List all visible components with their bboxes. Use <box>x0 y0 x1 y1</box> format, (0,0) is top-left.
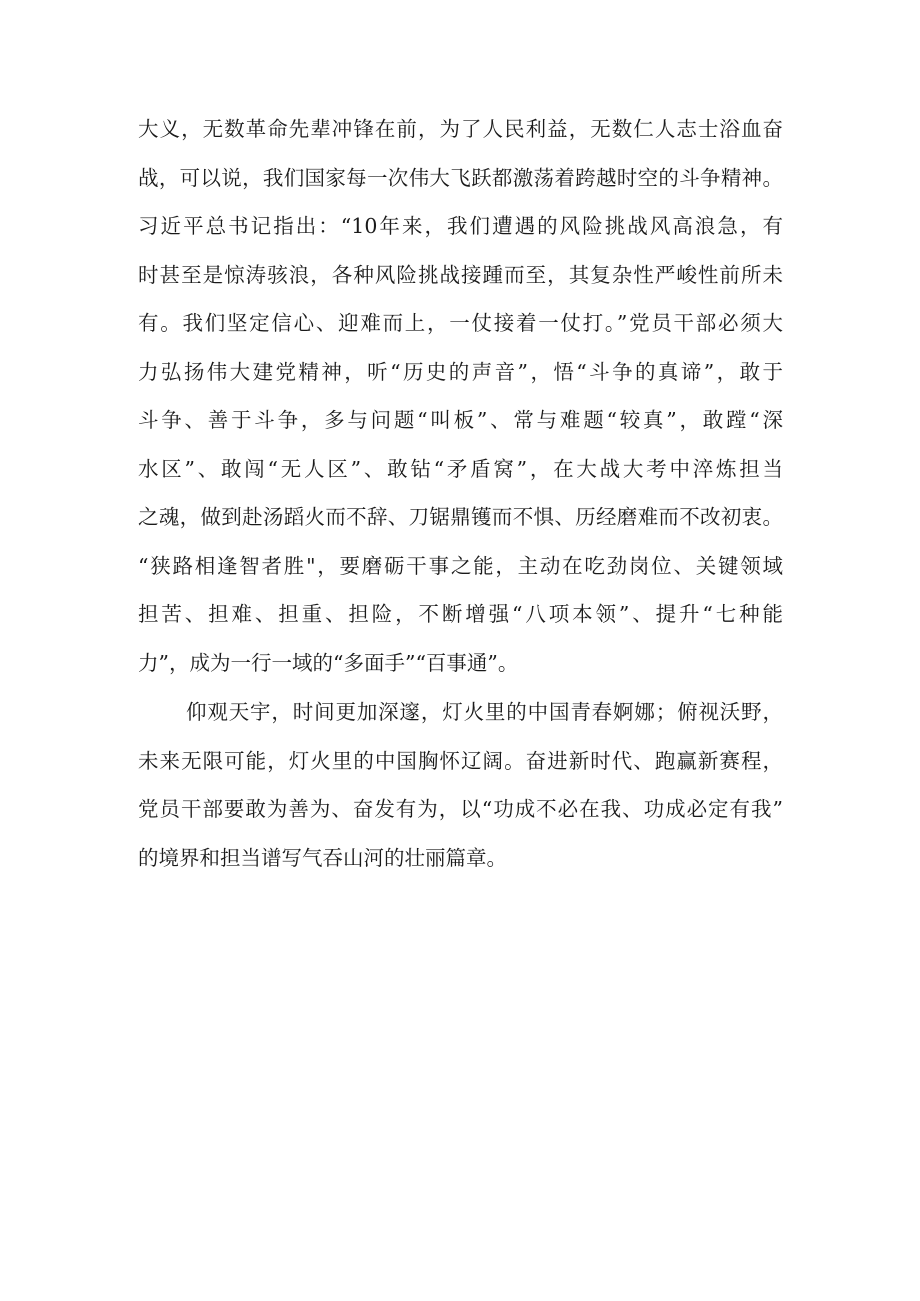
paragraph-struggle-spirit <box>138 105 783 687</box>
text-line: 斗争、善于斗争，多与问题“叫板”、常与难题“较真”，敢蹚“深 <box>138 408 783 432</box>
text-line: 力弘扬伟大建党精神，听“历史的声音”，悟“斗争的真谛”，敢于 <box>138 359 783 384</box>
text-line: 大义，无数革命先辈冲锋在前，为了人民利益，无数仁人志士浴血奋 <box>138 117 783 141</box>
text-line: 水区”、敢闯“无人区”、敢钻“矛盾窝”，在大战大考中淬炼担当 <box>138 456 783 481</box>
text-line: 力”，成为一行一域的“多面手”“百事通”。 <box>138 650 519 675</box>
text-line: 担苦、担难、担重、担险，不断增强“八项本领”、提升“七种能 <box>138 602 783 626</box>
paragraph-conclusion <box>138 688 783 882</box>
text-line: 时甚至是惊涛骇浪，各种风险挑战接踵而至，其复杂性严峻性前所未 <box>138 262 783 287</box>
text-line: 战，可以说，我们国家每一次伟大飞跃都激荡着跨越时空的斗争精神。 <box>138 165 783 190</box>
text-line: 的境界和担当谱写气吞山河的壮丽篇章。 <box>138 845 507 870</box>
text-line: “狭路相逢智者胜"，要磨砺干事之能，主动在吃劲岗位、关键领域 <box>138 553 783 578</box>
text-line: 之魂，做到赴汤蹈火而不辞、刀锯鼎镬而不惧、历经磨难而不改初衷。 <box>138 505 783 529</box>
text-line: 仰观天宇，时间更加深邃，灯火里的中国青春婀娜；俯视沃野， <box>186 700 783 724</box>
text-line: 未来无限可能，灯火里的中国胸怀辽阔。奋进新时代、跑赢新赛程， <box>138 748 783 773</box>
text-line: 有。我们坚定信心、迎难而上，一仗接着一仗打。”党员干部必须大 <box>138 311 783 335</box>
text-line: 党员干部要敢为善为、奋发有为，以“功成不必在我、功成必定有我” <box>138 797 783 821</box>
text-line: 习近平总书记指出：“10年来，我们遭遇的风险挑战风高浪急，有 <box>138 214 783 238</box>
